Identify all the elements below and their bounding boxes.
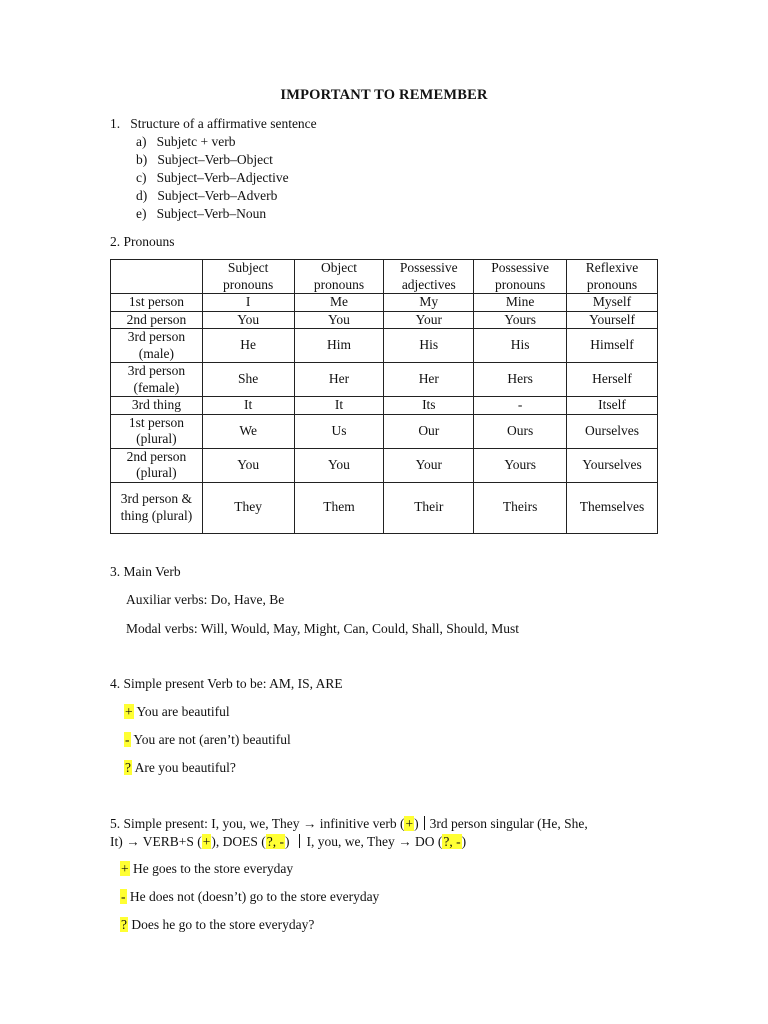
table-cell: Her bbox=[384, 363, 474, 397]
table-cell: Their bbox=[384, 482, 474, 533]
table-cell: He bbox=[202, 329, 294, 363]
table-cell: Hers bbox=[474, 363, 567, 397]
table-cell: Ours bbox=[474, 414, 567, 448]
question-marker: ? bbox=[125, 760, 131, 775]
table-cell: Herself bbox=[567, 363, 658, 397]
table-row bbox=[111, 294, 658, 312]
table-cell: His bbox=[384, 329, 474, 363]
example-text: He does not (doesn’t) go to the store everyday bbox=[126, 889, 380, 904]
question-minus-marker: ?, - bbox=[266, 834, 284, 849]
list-item: c) Subject–Verb–Adjective bbox=[136, 170, 289, 185]
table-cell: Me bbox=[294, 294, 384, 312]
table-row-label: 1st person bbox=[111, 294, 203, 312]
example-text: Are you beautiful? bbox=[132, 760, 236, 775]
example-question bbox=[124, 759, 236, 777]
table-cell: His bbox=[474, 329, 567, 363]
section-5-line-1 bbox=[110, 815, 588, 833]
table-cell: You bbox=[294, 448, 384, 482]
table-cell: Myself bbox=[567, 294, 658, 312]
divider bbox=[424, 816, 425, 830]
table-cell: Ourselves bbox=[567, 414, 658, 448]
section-5-text: ) bbox=[461, 834, 467, 849]
table-cell: Itself bbox=[567, 397, 658, 415]
question-marker: ? bbox=[121, 917, 127, 932]
table-header-cell: Possessive adjectives bbox=[384, 260, 474, 294]
minus-marker: - bbox=[125, 732, 130, 747]
table-cell: Himself bbox=[567, 329, 658, 363]
table-row-label: 1st person (plural) bbox=[111, 414, 203, 448]
table-cell: Him bbox=[294, 329, 384, 363]
table-cell: Us bbox=[294, 414, 384, 448]
section-5-text: ) bbox=[285, 834, 290, 849]
plus-marker: + bbox=[405, 816, 414, 831]
auxiliar-verbs-line: Auxiliar verbs: Do, Have, Be bbox=[126, 592, 285, 607]
section-5-text: 5. Simple present: I, you, we, They → infinitive verb ( bbox=[110, 816, 405, 831]
table-row-label: 3rd person (female) bbox=[111, 363, 203, 397]
divider bbox=[299, 834, 300, 848]
table-cell: Theirs bbox=[474, 482, 567, 533]
section-4-heading: 4. Simple present Verb to be: AM, IS, ARE bbox=[110, 676, 343, 691]
table-cell: Them bbox=[294, 482, 384, 533]
section-1-heading: 1. Structure of a affirmative sentence bbox=[110, 116, 317, 131]
section-5-text: ) bbox=[414, 816, 419, 831]
table-cell: Our bbox=[384, 414, 474, 448]
example-text: You are not (aren’t) beautiful bbox=[130, 732, 291, 747]
pronouns-table bbox=[110, 259, 658, 534]
list-item: b) Subject–Verb–Object bbox=[136, 152, 273, 167]
section-2-heading: 2. Pronouns bbox=[110, 234, 175, 249]
section-5-text: ), DOES ( bbox=[211, 834, 266, 849]
list-item: d) Subject–Verb–Adverb bbox=[136, 188, 278, 203]
table-header-cell bbox=[111, 260, 203, 294]
table-header-cell: Reflexive pronouns bbox=[567, 260, 658, 294]
table-cell: Yours bbox=[474, 311, 567, 329]
table-cell: It bbox=[294, 397, 384, 415]
table-cell: - bbox=[474, 397, 567, 415]
table-header-cell: Possessive pronouns bbox=[474, 260, 567, 294]
table-cell: They bbox=[202, 482, 294, 533]
table-header-row bbox=[111, 260, 658, 294]
table-cell: Themselves bbox=[567, 482, 658, 533]
table-row bbox=[111, 397, 658, 415]
question-minus-marker: ?, - bbox=[443, 834, 461, 849]
example-negative bbox=[124, 731, 291, 749]
table-cell: Mine bbox=[474, 294, 567, 312]
table-cell: She bbox=[202, 363, 294, 397]
table-cell: You bbox=[294, 311, 384, 329]
plus-marker: + bbox=[202, 834, 211, 849]
section-5-text: 3rd person singular (He, She, bbox=[429, 816, 588, 831]
table-row-label: 2nd person (plural) bbox=[111, 448, 203, 482]
plus-marker: + bbox=[121, 861, 129, 876]
modal-verbs-line: Modal verbs: Will, Would, May, Might, Can, Could, Shall, Should, Must bbox=[126, 621, 520, 636]
table-row-label: 3rd thing bbox=[111, 397, 203, 415]
table-row bbox=[111, 329, 658, 363]
list-item: e) Subject–Verb–Noun bbox=[136, 206, 267, 221]
section-5-text: I, you, we, They → DO ( bbox=[306, 834, 443, 849]
table-cell: Your bbox=[384, 448, 474, 482]
table-row bbox=[111, 448, 658, 482]
table-cell: Your bbox=[384, 311, 474, 329]
page-title: IMPORTANT TO REMEMBER bbox=[280, 87, 488, 103]
table-cell: My bbox=[384, 294, 474, 312]
table-cell: We bbox=[202, 414, 294, 448]
table-cell: Yourselves bbox=[567, 448, 658, 482]
table-row bbox=[111, 363, 658, 397]
table-row-label: 3rd person & thing (plural) bbox=[111, 482, 203, 533]
table-cell: It bbox=[202, 397, 294, 415]
example-text: Does he go to the store everyday? bbox=[128, 917, 315, 932]
table-cell: You bbox=[202, 311, 294, 329]
table-cell: I bbox=[202, 294, 294, 312]
example-affirmative bbox=[124, 703, 230, 721]
example-text: You are beautiful bbox=[133, 704, 230, 719]
table-cell: Its bbox=[384, 397, 474, 415]
example-question bbox=[120, 916, 314, 934]
example-negative bbox=[120, 888, 379, 906]
minus-marker: - bbox=[121, 889, 126, 904]
table-row bbox=[111, 414, 658, 448]
table-row-label: 2nd person bbox=[111, 311, 203, 329]
example-text: He goes to the store everyday bbox=[129, 861, 294, 876]
table-cell: Her bbox=[294, 363, 384, 397]
table-cell: Yourself bbox=[567, 311, 658, 329]
table-row-label: 3rd person (male) bbox=[111, 329, 203, 363]
section-5-text: It) → VERB+S ( bbox=[110, 834, 202, 849]
table-cell: You bbox=[202, 448, 294, 482]
section-5-line-2 bbox=[110, 833, 466, 851]
table-header-cell: Object pronouns bbox=[294, 260, 384, 294]
section-3-heading: 3. Main Verb bbox=[110, 564, 181, 579]
table-row bbox=[111, 311, 658, 329]
table-row bbox=[111, 482, 658, 533]
plus-marker: + bbox=[125, 704, 133, 719]
table-header-cell: Subject pronouns bbox=[202, 260, 294, 294]
example-affirmative bbox=[120, 860, 293, 878]
table-cell: Yours bbox=[474, 448, 567, 482]
list-item: a) Subjetc + verb bbox=[136, 134, 236, 149]
